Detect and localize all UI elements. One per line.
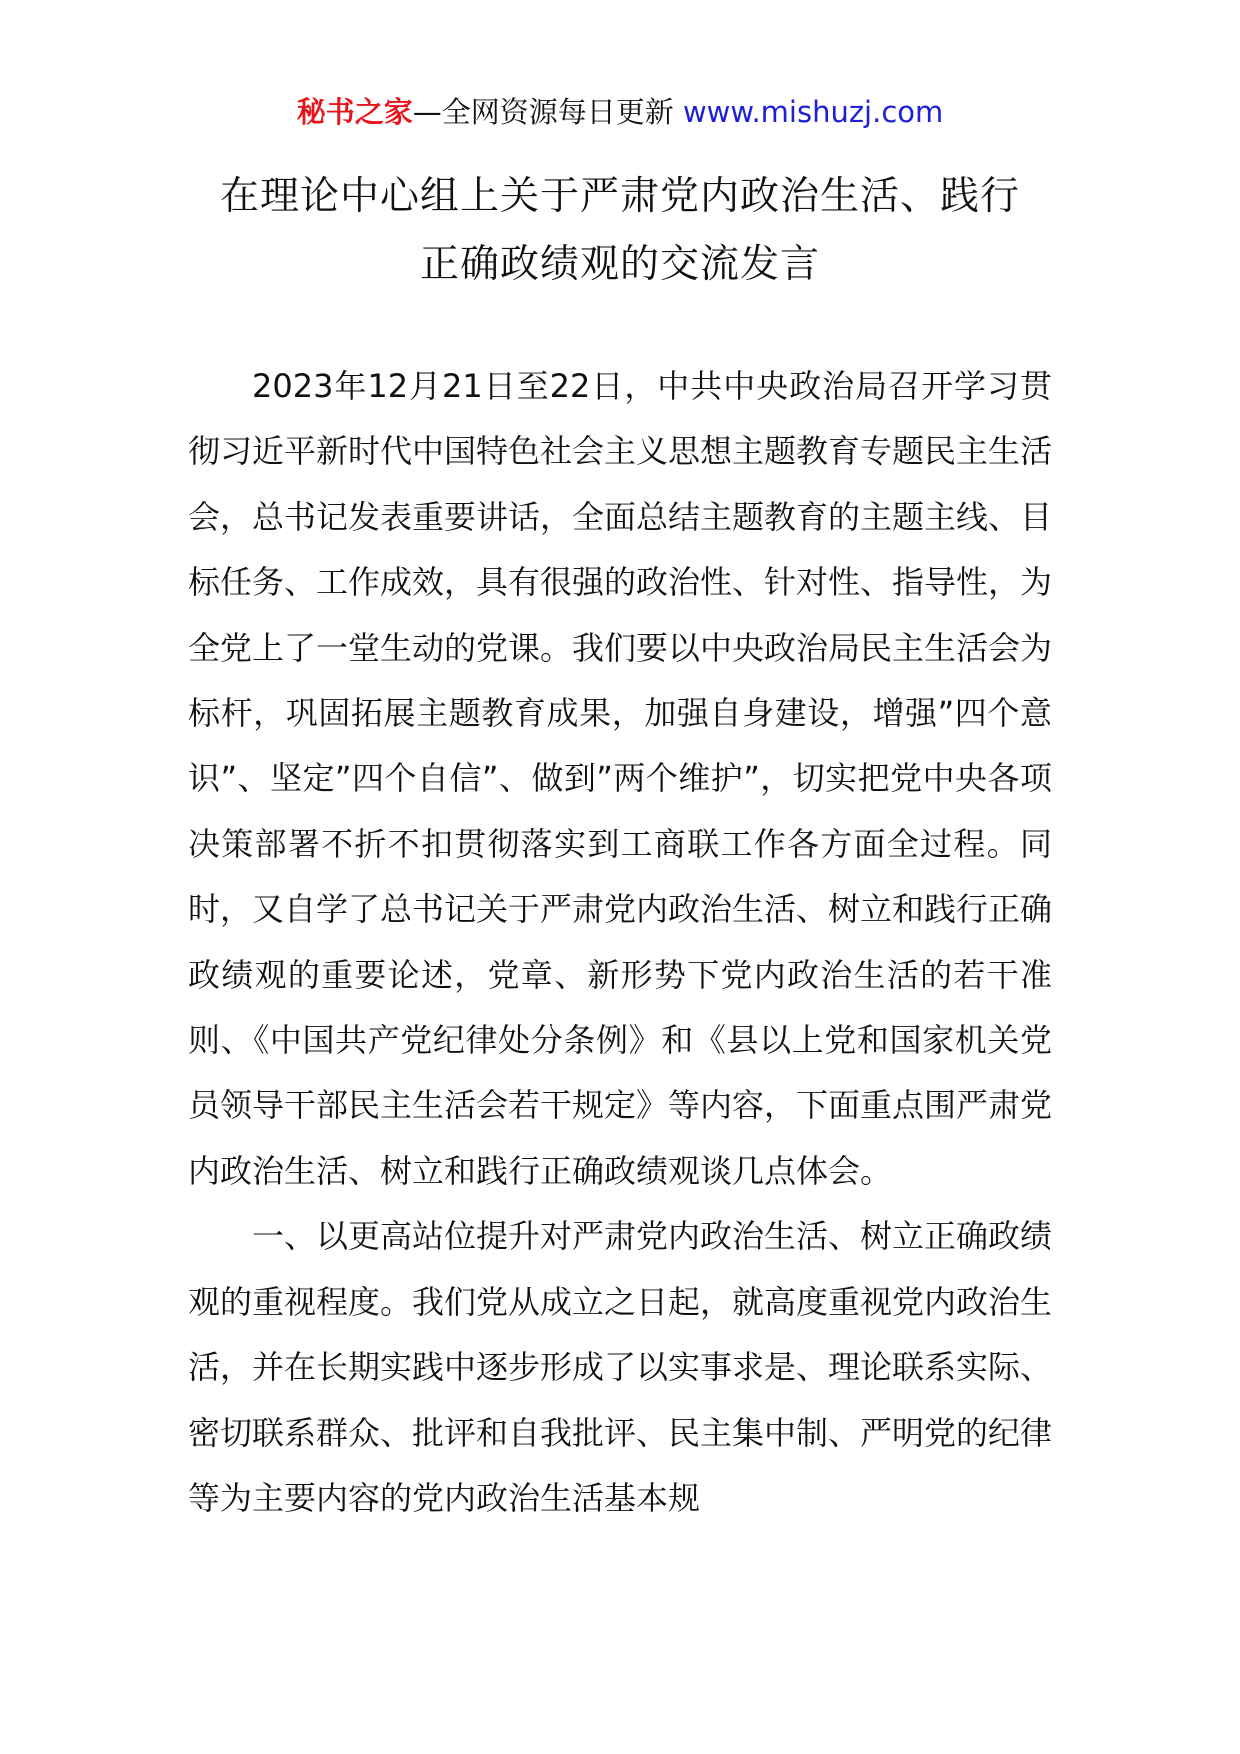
paragraph-intro: 2023年12月21日至22日，中共中央政治局召开学习贯彻习近平新时代中国特色社会主义思想主题教育专题民主生活会，总书记发表重要讲话，全面总结主题教育的主题主线、目标任务、工作成效，具有很强的政治性、针对性、指导性，为全党上了一堂生动的党课。我们要以中央政治局民主生活会为标杆，巩固拓展主题教育成果，加强自身建设，增强”四个意识”、坚定”四个自信”、做到”两个维护”，切实把党中央各项决策部署不折不扣贯彻落实到工商联工作各方面全过程。同时，又自学了总书记关于严肃党内政治生活、树立和践行正确政绩观的重要论述，党章、新形势下党内政治生活的若干准则、《中国共产党纪律处分条例》和《县以上党和国家机关党员领导干部民主生活会若干规定》等内容，下面重点围严肃党内政治生活、树立和践行正确政绩观谈几点体会。 bbox=[188, 367, 1053, 1190]
document-body bbox=[188, 354, 1052, 1531]
title-line-2: 正确政绩观的交流发言 bbox=[419, 242, 820, 287]
site-url-link[interactable]: www.mishuzj.com bbox=[682, 95, 944, 129]
brand-name: 秘书之家 bbox=[296, 95, 413, 129]
header-tagline: —全网资源每日更新 bbox=[412, 95, 683, 129]
paragraph-section-one: 一、以更高站位提升对严肃党内政治生活、树立正确政绩观的重视程度。我们党从成立之日起，就高度重视党内政治生活，并在长期实践中逐步形成了以实事求是、理论联系实际、密切联系群众、批评和自我批评、民主集中制、严明党的纪律等为主要内容的党内政治生活基本规 bbox=[188, 1217, 1053, 1517]
site-header bbox=[0, 92, 1240, 132]
title-line-1: 在理论中心组上关于严肃党内政治生活、践行 bbox=[219, 174, 1020, 219]
document-title bbox=[150, 163, 1090, 299]
